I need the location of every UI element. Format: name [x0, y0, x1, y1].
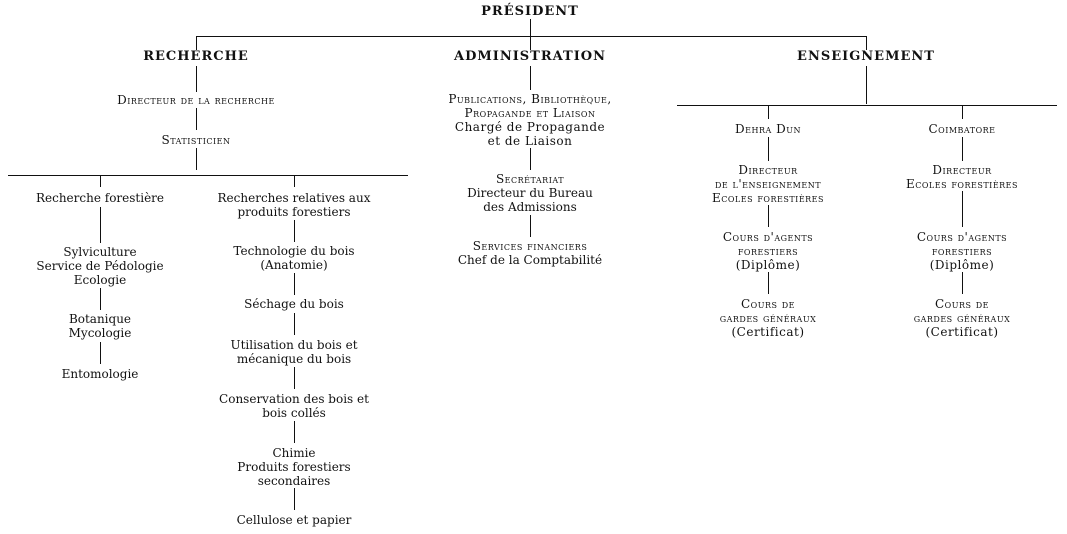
- cours-agents-dehra-node: Cours d'agents forestiers (Diplôme): [722, 230, 814, 272]
- connector-line: [768, 205, 769, 227]
- connector-line: [196, 148, 197, 170]
- dehra-dun-node: Dehra Dun: [735, 122, 801, 136]
- utilisation-bois-node: Utilisation du bois et mécanique du bois: [230, 338, 358, 366]
- cellulose-papier-node: Cellulose et papier: [236, 513, 352, 527]
- directeur-recherche-node: Directeur de la recherche: [117, 93, 275, 107]
- connector-line: [100, 207, 101, 243]
- directeur-enseignement-node: Directeur de l'enseignement Ecoles forestières: [711, 163, 825, 205]
- connector-line: [962, 191, 963, 227]
- chimie-node: Chimie Produits forestiers secondaires: [237, 446, 351, 488]
- coimbatore-node: Coimbatore: [928, 122, 996, 136]
- services-financiers-node: Services financiers Chef de la Comptabilité: [457, 239, 603, 267]
- secretariat-node: Secrétariat Directeur du Bureau des Admissions: [467, 172, 593, 214]
- connector-line: [962, 137, 963, 161]
- connector-line: [196, 36, 197, 50]
- connector-line: [196, 66, 197, 92]
- connector-line: [530, 66, 531, 90]
- statisticien-node: Statisticien: [161, 133, 231, 147]
- connector-line: [100, 175, 101, 187]
- connector-line: [294, 175, 295, 187]
- recherche-header: RECHERCHE: [143, 49, 249, 64]
- sechage-bois-node: Séchage du bois: [244, 297, 344, 311]
- connector-line: [294, 367, 295, 389]
- enseignement-header: ENSEIGNEMENT: [797, 49, 935, 64]
- administration-header: ADMINISTRATION: [454, 49, 606, 64]
- cours-gardes-coimbatore-node: Cours de gardes généraux (Certificat): [913, 297, 1011, 339]
- connector-line: [677, 105, 1057, 106]
- connector-line: [294, 421, 295, 443]
- president-node: PRÉSIDENT: [481, 4, 579, 19]
- conservation-bois-node: Conservation des bois et bois collés: [219, 392, 369, 420]
- cours-agents-coimbatore-node: Cours d'agents forestiers (Diplôme): [916, 230, 1008, 272]
- recherche-forestiere-node: Recherche forestière: [35, 191, 165, 205]
- connector-line: [100, 288, 101, 310]
- sylviculture-node: Sylviculture Service de Pédologie Ecologie: [36, 245, 164, 287]
- publications-node: Publications, Bibliothèque, Propagande et Liaison Chargé de Propagande et de Liaison: [448, 92, 612, 148]
- technologie-bois-node: Technologie du bois (Anatomie): [233, 244, 355, 272]
- connector-line: [100, 342, 101, 364]
- botanique-node: Botanique Mycologie: [68, 312, 132, 340]
- connector-line: [294, 273, 295, 295]
- connector-line: [8, 175, 408, 176]
- directeur-ecoles-node: Directeur Ecoles forestières: [905, 163, 1019, 191]
- recherches-produits-node: Recherches relatives aux produits forestiers: [217, 191, 371, 219]
- connector-line: [294, 220, 295, 242]
- connector-line: [768, 272, 769, 294]
- connector-line: [294, 488, 295, 510]
- connector-line: [768, 105, 769, 119]
- connector-line: [768, 137, 769, 161]
- connector-line: [866, 36, 867, 50]
- connector-line: [530, 19, 531, 36]
- connector-line: [866, 66, 867, 104]
- connector-line: [962, 272, 963, 294]
- connector-line: [196, 108, 197, 130]
- connector-line: [530, 215, 531, 237]
- connector-line: [294, 313, 295, 335]
- connector-line: [962, 105, 963, 119]
- cours-gardes-dehra-node: Cours de gardes généraux (Certificat): [719, 297, 817, 339]
- connector-line: [530, 148, 531, 170]
- entomologie-node: Entomologie: [61, 367, 139, 381]
- connector-line: [530, 36, 531, 50]
